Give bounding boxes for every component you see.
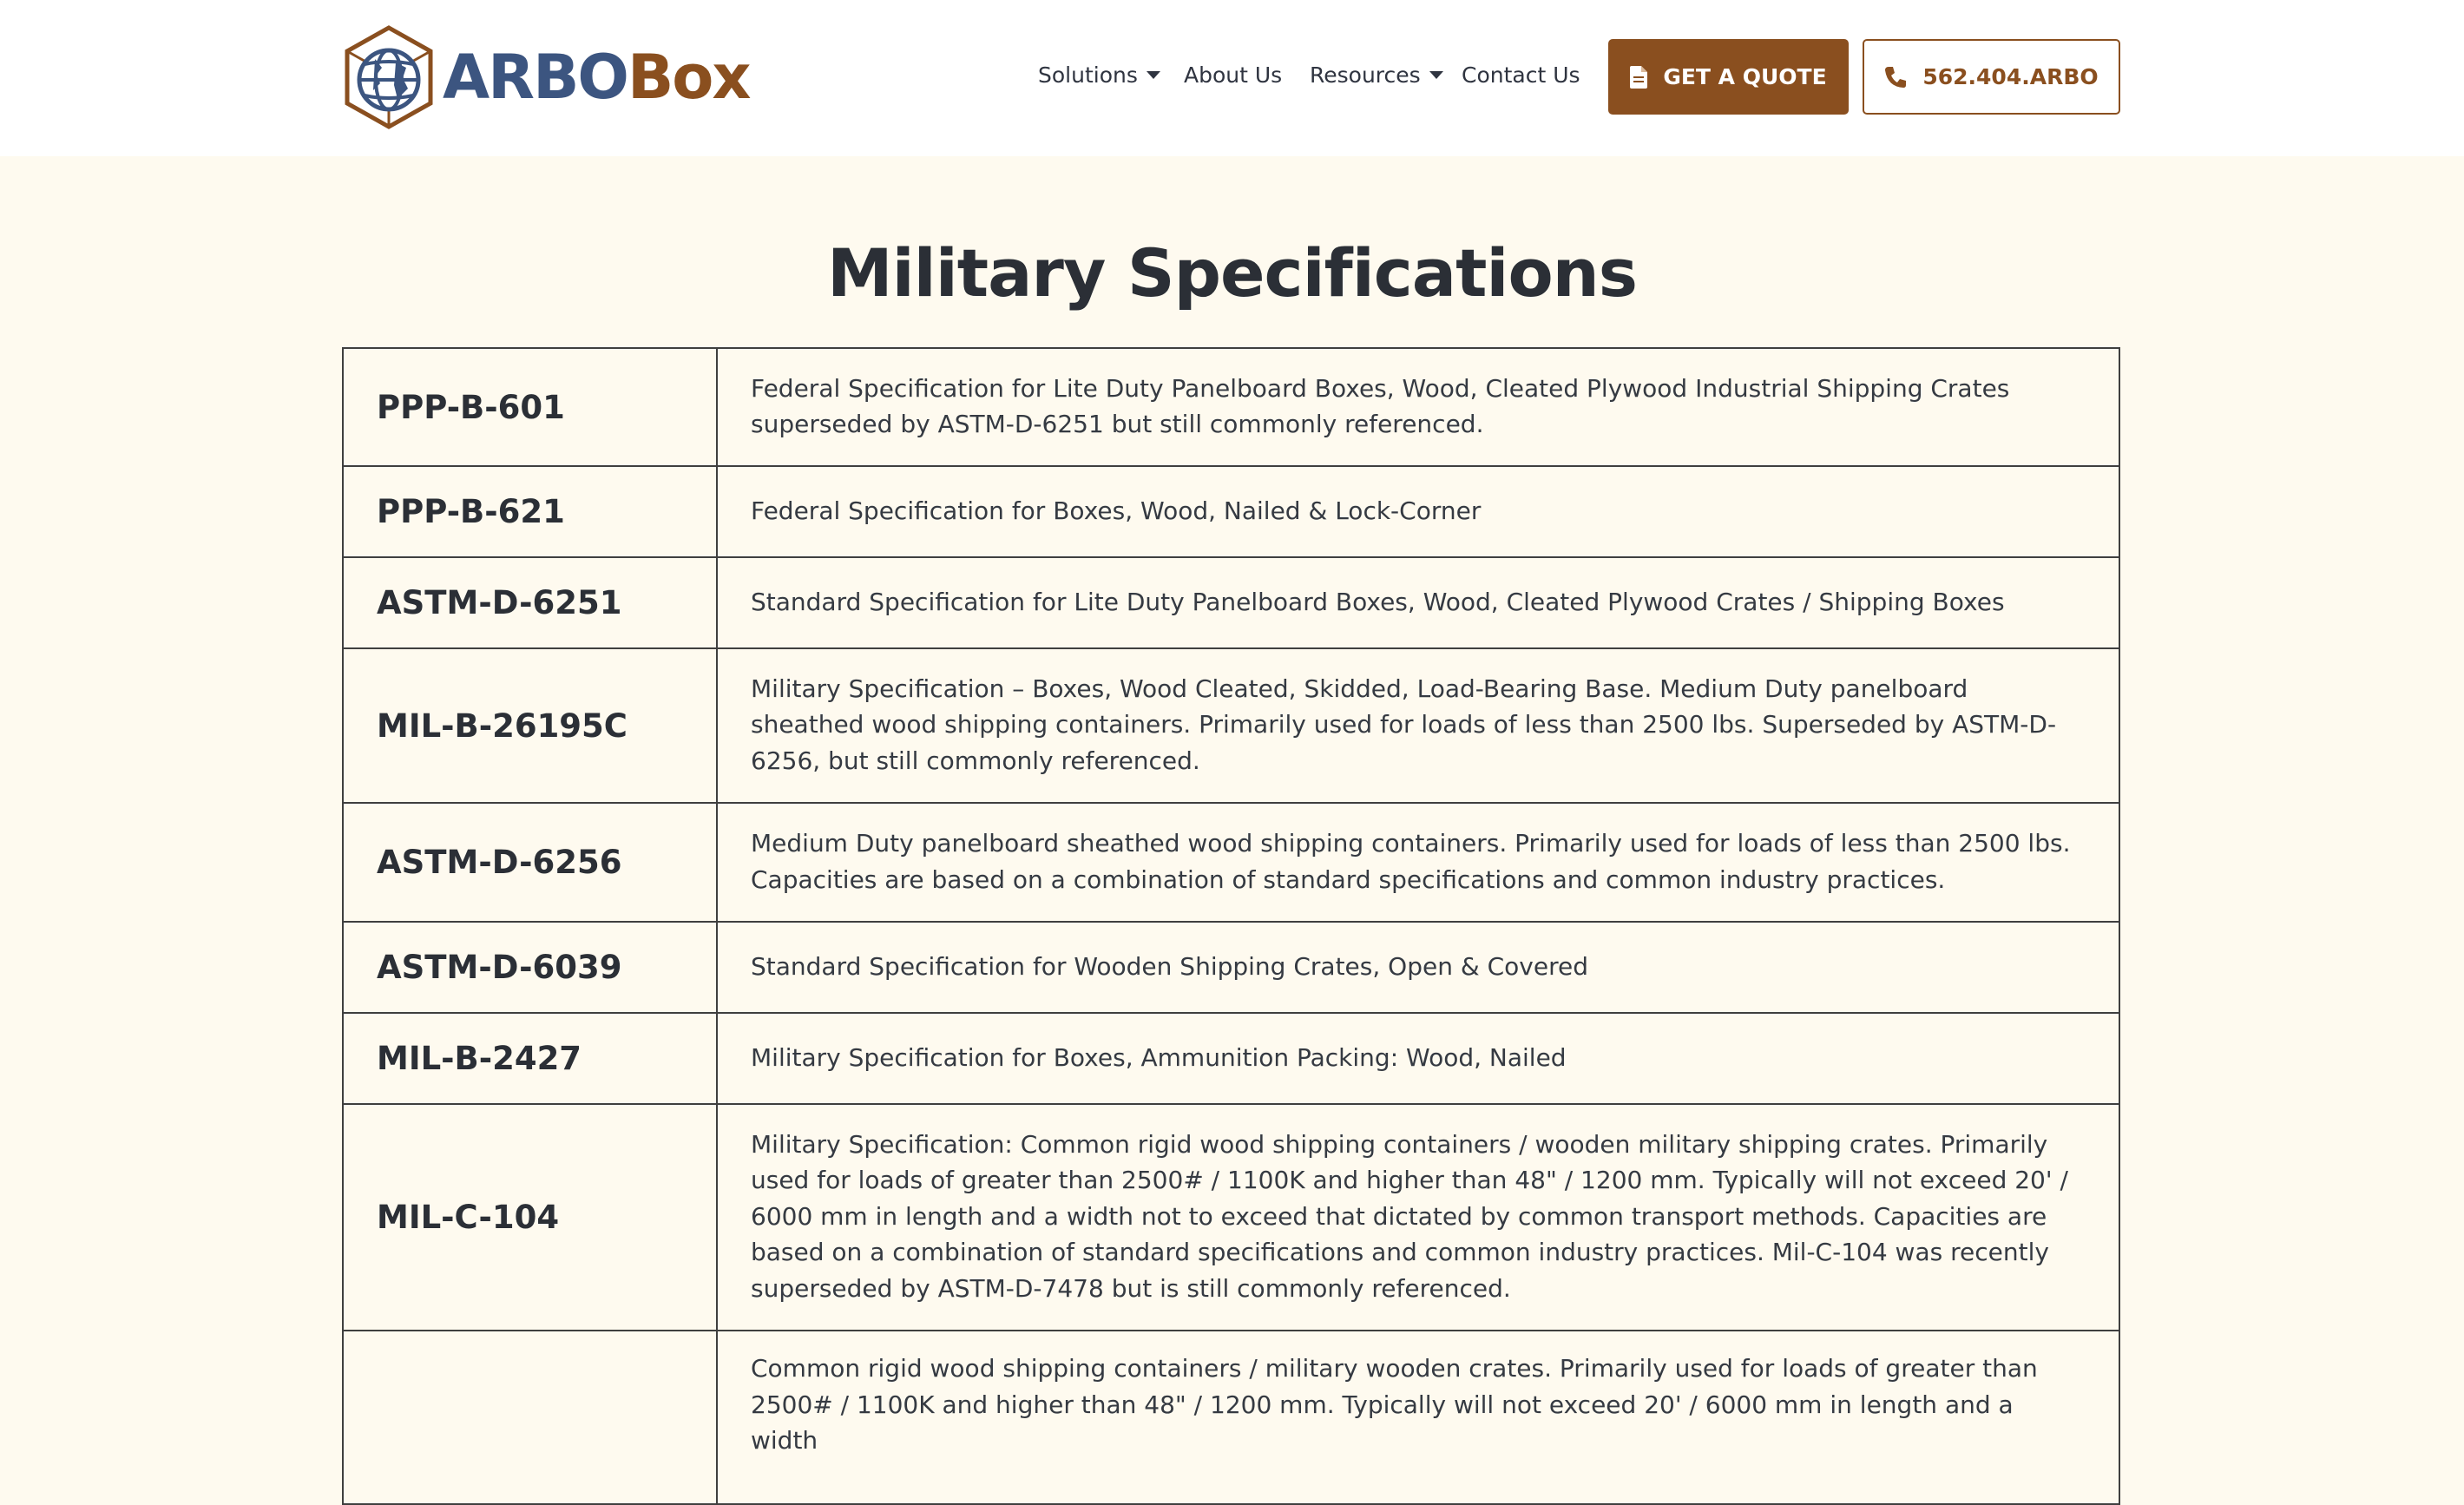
table-row (343, 922, 2119, 1013)
nav-contact-us[interactable] (1462, 62, 1580, 88)
brand-name-part2: Box (627, 42, 750, 113)
get-a-quote-label: GET A QUOTE (1663, 64, 1827, 89)
spec-description: Military Specification – Boxes, Wood Cleated, Skidded, Load-Bearing Base. Medium Duty panelboard sheathed wood shipping containers. Primarily used for loads of less than 2500 lbs. Superseded by ASTM-D-6256, but still commonly referenced. (717, 648, 2119, 803)
table-row (343, 466, 2119, 557)
table-row (343, 348, 2119, 466)
document-icon (1630, 66, 1647, 89)
spec-code: ASTM-D-6251 (343, 557, 717, 648)
phone-number-label: 562.404.ARBO (1922, 64, 2099, 89)
nav-resources-label: Resources (1310, 62, 1421, 88)
spec-code: ASTM-D-6039 (343, 922, 717, 1013)
caret-down-icon (1147, 71, 1160, 79)
specifications-table (342, 347, 2120, 1505)
nav-contact-label: Contact Us (1462, 62, 1580, 88)
brand-logo[interactable] (342, 24, 750, 130)
table-row (343, 1331, 2119, 1504)
page-title: Military Specifications (826, 234, 1638, 312)
spec-description: Military Specification: Common rigid wood shipping containers / wooden military shipping crates. Primarily used for loads of greater than 2500# / 1100K and higher than 48" / 1200 mm. Typically will not exceed 20' / 6000 mm in length and a width not to exceed that dictated by common transport methods. Capacities are based on a combination of standard specifications and common industry practices. Mil-C-104 was recently superseded by ASTM-D-7478 but is still commonly referenced. (717, 1104, 2119, 1331)
table-row (343, 1104, 2119, 1331)
globe-crate-logo-icon (342, 24, 436, 130)
table-row (343, 648, 2119, 803)
brand-wordmark (443, 42, 750, 113)
phone-button[interactable] (1863, 39, 2120, 115)
table-row (343, 803, 2119, 922)
table-row (343, 1013, 2119, 1104)
spec-code: ASTM-D-6256 (343, 803, 717, 922)
nav-solutions[interactable] (1038, 62, 1160, 88)
spec-description: Common rigid wood shipping containers / military wooden crates. Primarily used for loads of greater than 2500# / 1100K and higher than 48" / 1200 mm. Typically will not exceed 20' / 6000 mm in length and a width (717, 1331, 2119, 1504)
site-header (0, 0, 2464, 156)
spec-description: Standard Specification for Lite Duty Panelboard Boxes, Wood, Cleated Plywood Crates / Shipping Boxes (717, 557, 2119, 648)
table-row (343, 557, 2119, 648)
caret-down-icon (1429, 71, 1443, 79)
brand-name-part1: ARBO (443, 42, 627, 113)
nav-resources[interactable] (1310, 62, 1443, 88)
spec-description: Military Specification for Boxes, Ammunition Packing: Wood, Nailed (717, 1013, 2119, 1104)
spec-code (343, 1331, 717, 1504)
nav-solutions-label: Solutions (1038, 62, 1138, 88)
spec-description: Standard Specification for Wooden Shipping Crates, Open & Covered (717, 922, 2119, 1013)
spec-description: Federal Specification for Boxes, Wood, Nailed & Lock-Corner (717, 466, 2119, 557)
get-a-quote-button[interactable] (1608, 39, 1849, 115)
nav-about-label: About Us (1184, 62, 1283, 88)
spec-code: MIL-B-2427 (343, 1013, 717, 1104)
spec-code: PPP-B-621 (343, 466, 717, 557)
spec-description: Medium Duty panelboard sheathed wood shipping containers. Primarily used for loads of less than 2500 lbs. Capacities are based on a combination of standard specifications and common industry practices. (717, 803, 2119, 922)
spec-code: MIL-B-26195C (343, 648, 717, 803)
nav-about-us[interactable] (1184, 62, 1282, 88)
phone-icon (1884, 66, 1907, 89)
spec-code: PPP-B-601 (343, 348, 717, 466)
spec-description: Federal Specification for Lite Duty Panelboard Boxes, Wood, Cleated Plywood Industrial Shipping Crates superseded by ASTM-D-6251 but still commonly referenced. (717, 348, 2119, 466)
spec-code: MIL-C-104 (343, 1104, 717, 1331)
